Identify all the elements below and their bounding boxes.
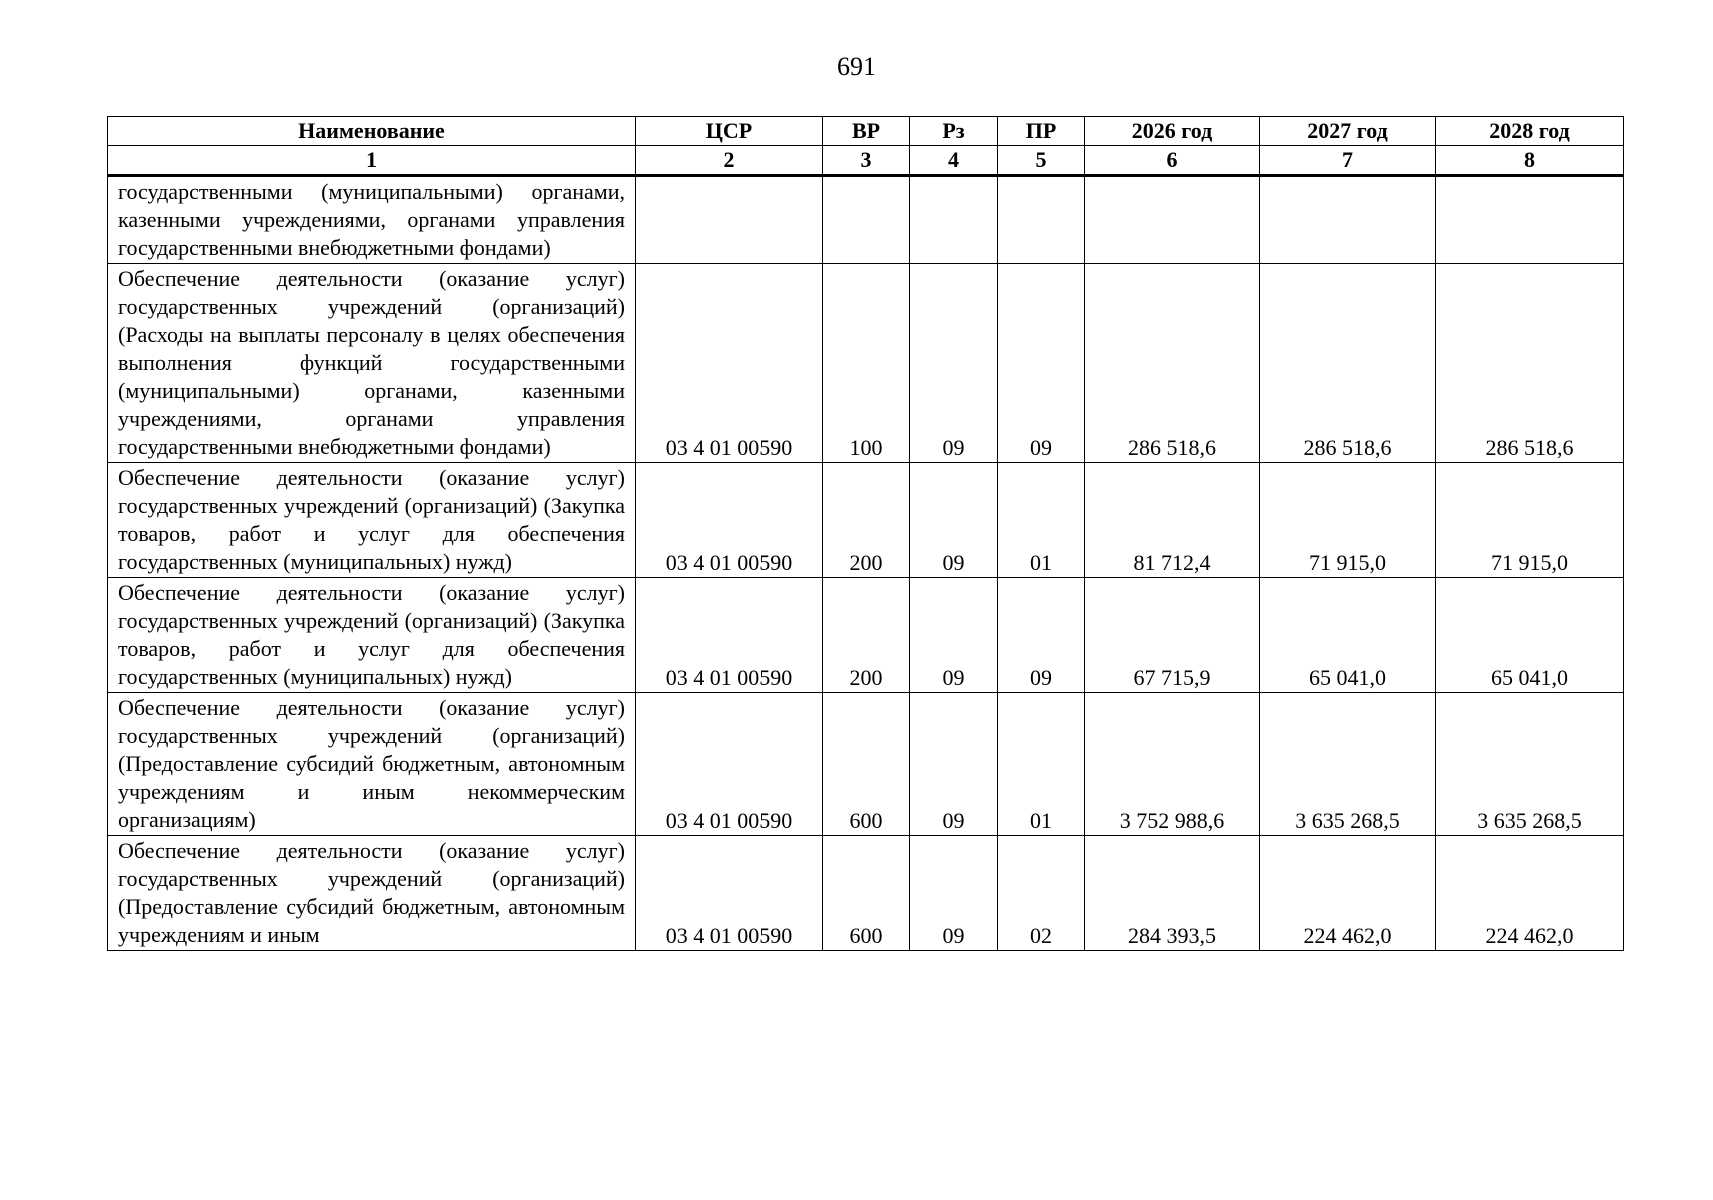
header-rz: Рз xyxy=(910,117,998,146)
row-csr: 03 4 01 00590 xyxy=(636,836,823,951)
row-vr: 600 xyxy=(823,693,910,836)
column-number: 2 xyxy=(636,146,823,176)
row-pr: 09 xyxy=(998,578,1085,693)
row-csr: 03 4 01 00590 xyxy=(636,463,823,578)
row-rz: 09 xyxy=(910,836,998,951)
row-name: государственными (муниципальными) органами, казенными учреждениями, органами управления государственными внебюджетными фондами) xyxy=(108,176,636,264)
row-2028: 286 518,6 xyxy=(1436,264,1624,463)
header-row xyxy=(108,117,1624,146)
page-number: 691 xyxy=(837,52,876,81)
row-csr xyxy=(636,176,823,264)
row-name: Обеспечение деятельности (оказание услуг) государственных учреждений (организаций) (Расходы на выплаты персоналу в целях обеспечения выполнения функций государственными (муниципальными) органами, казенными учреждениями, органами управления государственными внебюджетными фондами) xyxy=(108,264,636,463)
row-2027: 224 462,0 xyxy=(1260,836,1436,951)
column-number: 3 xyxy=(823,146,910,176)
row-2027: 3 635 268,5 xyxy=(1260,693,1436,836)
row-vr: 100 xyxy=(823,264,910,463)
column-number: 4 xyxy=(910,146,998,176)
row-2026: 286 518,6 xyxy=(1085,264,1260,463)
row-vr: 200 xyxy=(823,578,910,693)
header-2026: 2026 год xyxy=(1085,117,1260,146)
row-2026: 67 715,9 xyxy=(1085,578,1260,693)
row-csr: 03 4 01 00590 xyxy=(636,693,823,836)
row-rz: 09 xyxy=(910,578,998,693)
column-number: 1 xyxy=(108,146,636,176)
row-vr: 200 xyxy=(823,463,910,578)
row-name: Обеспечение деятельности (оказание услуг) государственных учреждений (организаций) (Закупка товаров, работ и услуг для обеспечения государственных (муниципальных) нужд) xyxy=(108,463,636,578)
header-csr: ЦСР xyxy=(636,117,823,146)
row-2028: 3 635 268,5 xyxy=(1436,693,1624,836)
column-number: 7 xyxy=(1260,146,1436,176)
row-2026 xyxy=(1085,176,1260,264)
header-pr: ПР xyxy=(998,117,1085,146)
row-vr: 600 xyxy=(823,836,910,951)
row-name: Обеспечение деятельности (оказание услуг) государственных учреждений (организаций) (Предоставление субсидий бюджетным, автономным учреждениям и иным некоммерческим организациям) xyxy=(108,693,636,836)
row-2028: 224 462,0 xyxy=(1436,836,1624,951)
row-pr: 01 xyxy=(998,463,1085,578)
table-row xyxy=(108,176,1624,264)
row-2027: 65 041,0 xyxy=(1260,578,1436,693)
row-2026: 284 393,5 xyxy=(1085,836,1260,951)
row-2028 xyxy=(1436,176,1624,264)
row-csr: 03 4 01 00590 xyxy=(636,264,823,463)
row-pr xyxy=(998,176,1085,264)
row-name: Обеспечение деятельности (оказание услуг) государственных учреждений (организаций) (Закупка товаров, работ и услуг для обеспечения государственных (муниципальных) нужд) xyxy=(108,578,636,693)
row-vr xyxy=(823,176,910,264)
row-pr: 01 xyxy=(998,693,1085,836)
column-number: 6 xyxy=(1085,146,1260,176)
column-number-row xyxy=(108,146,1624,176)
column-number: 8 xyxy=(1436,146,1624,176)
row-name: Обеспечение деятельности (оказание услуг) государственных учреждений (организаций) (Предоставление субсидий бюджетным, автономным учреждениям и иным xyxy=(108,836,636,951)
row-rz: 09 xyxy=(910,463,998,578)
header-2028: 2028 год xyxy=(1436,117,1624,146)
table-row xyxy=(108,578,1624,693)
header-vr: ВР xyxy=(823,117,910,146)
row-rz: 09 xyxy=(910,264,998,463)
row-pr: 09 xyxy=(998,264,1085,463)
row-rz xyxy=(910,176,998,264)
row-2027 xyxy=(1260,176,1436,264)
table-row xyxy=(108,463,1624,578)
row-2026: 81 712,4 xyxy=(1085,463,1260,578)
row-2028: 65 041,0 xyxy=(1436,578,1624,693)
table-row xyxy=(108,264,1624,463)
header-2027: 2027 год xyxy=(1260,117,1436,146)
row-2026: 3 752 988,6 xyxy=(1085,693,1260,836)
row-2027: 286 518,6 xyxy=(1260,264,1436,463)
column-number: 5 xyxy=(998,146,1085,176)
table-row xyxy=(108,836,1624,951)
row-pr: 02 xyxy=(998,836,1085,951)
header-name: Наименование xyxy=(108,117,636,146)
row-2027: 71 915,0 xyxy=(1260,463,1436,578)
row-2028: 71 915,0 xyxy=(1436,463,1624,578)
row-rz: 09 xyxy=(910,693,998,836)
row-csr: 03 4 01 00590 xyxy=(636,578,823,693)
budget-table xyxy=(107,116,1624,951)
table-row xyxy=(108,693,1624,836)
